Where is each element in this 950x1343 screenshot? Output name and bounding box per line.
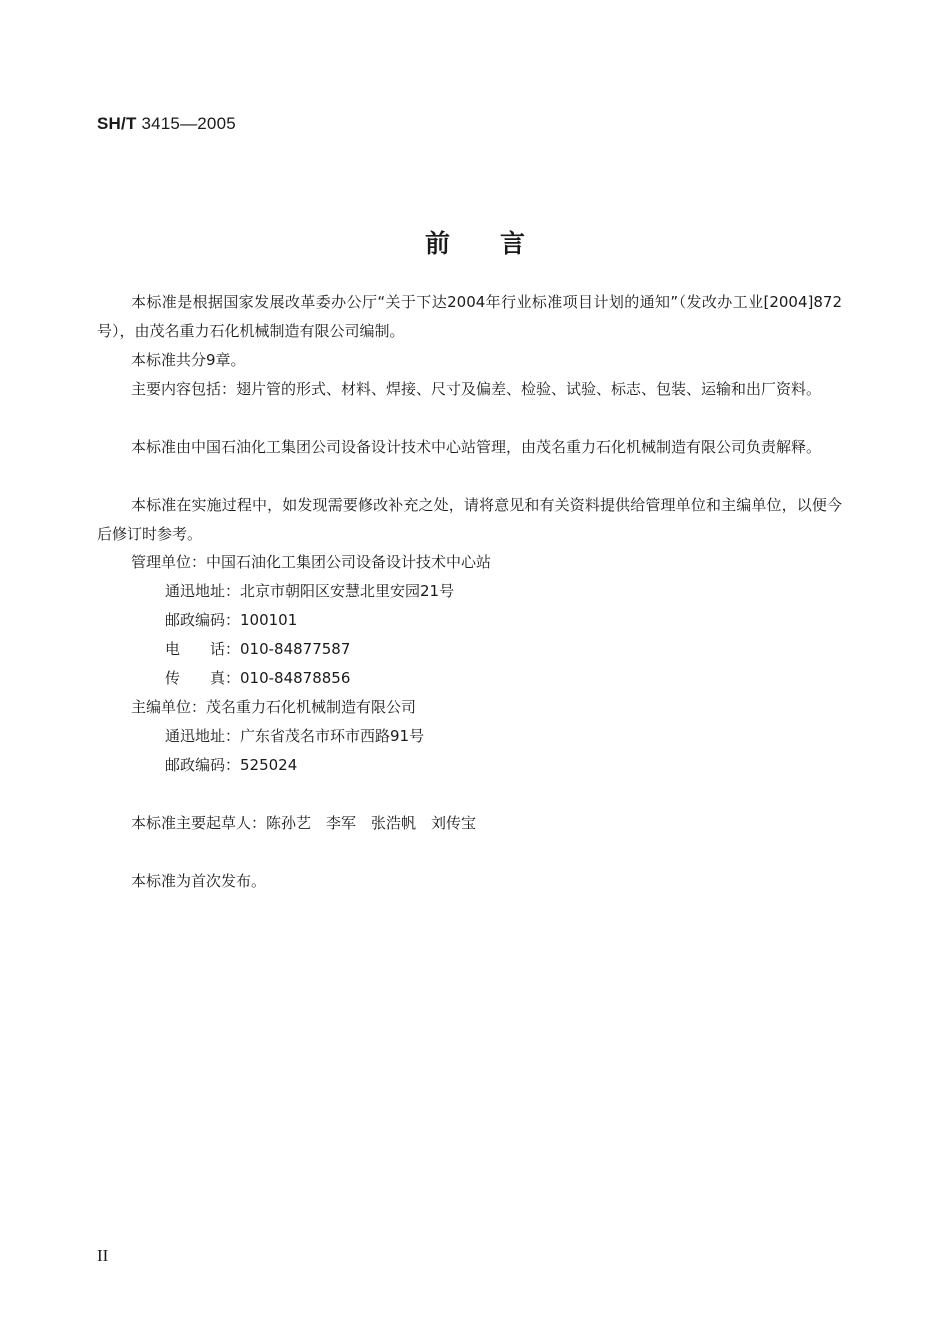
- paragraph-chapters: 本标准共分9章。: [131, 351, 246, 369]
- first-release-line: 本标准为首次发布。: [131, 872, 267, 890]
- management-postcode: 邮政编码：100101: [165, 611, 298, 629]
- management-address: 通迅地址：北京市朝阳区安慧北里安园21号: [165, 582, 455, 600]
- management-phone: 电 话：010-84877587: [165, 640, 351, 658]
- page-number: II: [97, 1246, 109, 1265]
- management-fax: 传 真：010-84878856: [165, 669, 351, 687]
- page-title: 前言: [424, 229, 575, 258]
- management-unit: 管理单位：中国石油化工集团公司设备设计技术中心站: [131, 553, 492, 571]
- editor-address: 通迅地址：广东省茂名市环市西路91号: [165, 727, 425, 745]
- paragraph-basis: 本标准是根据国家发展改革委办公厅“关于下达2004年行业标准项目计划的通知”（发改办工业[2004]872号），由茂名重力石化机械制造有限公司编制。: [97, 293, 842, 340]
- standard-code: [97, 114, 236, 134]
- paragraph-feedback: 本标准在实施过程中，如发现需要修改补充之处，请将意见和有关资料提供给管理单位和主编单位，以便今后修订时参考。: [97, 496, 842, 543]
- drafters-line: 本标准主要起草人：陈孙艺 李军 张浩帆 刘传宝: [131, 814, 477, 832]
- editor-unit: 主编单位：茂名重力石化机械制造有限公司: [131, 698, 417, 716]
- paragraph-management: 本标准由中国石油化工集团公司设备设计技术中心站管理，由茂名重力石化机械制造有限公司负责解释。: [131, 438, 822, 456]
- standard-code-prefix: SH/T: [97, 114, 137, 133]
- editor-postcode: 邮政编码：525024: [165, 756, 298, 774]
- paragraph-contents: 主要内容包括：翅片管的形式、材料、焊接、尺寸及偏差、检验、试验、标志、包装、运输和出厂资料。: [131, 380, 822, 398]
- standard-code-number: 3415—2005: [136, 114, 236, 133]
